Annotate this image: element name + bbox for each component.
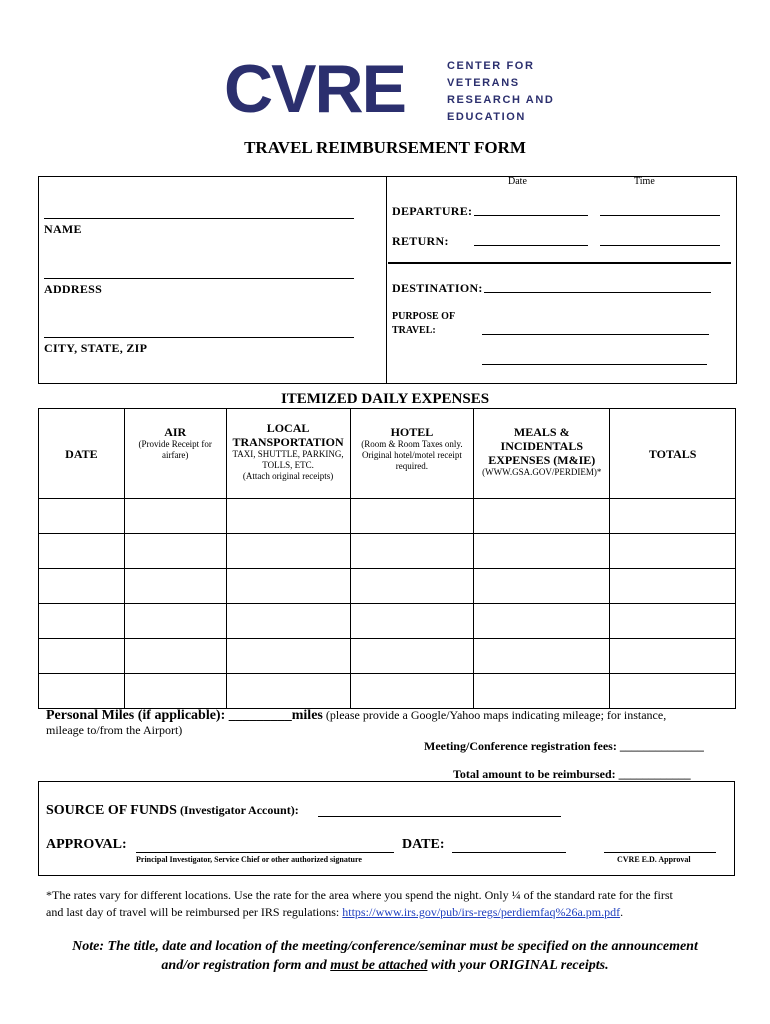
registration-fees: Meeting/Conference registration fees: ______________ <box>424 739 704 753</box>
expenses-title: ITEMIZED DAILY EXPENSES <box>280 391 490 407</box>
local-header: LOCAL <box>266 421 310 435</box>
cvre-logo-wordmark: CVRE <box>224 51 405 127</box>
date-cell[interactable] <box>39 674 125 709</box>
approval-date-input[interactable] <box>452 852 566 853</box>
info-box-divider <box>386 176 387 384</box>
purpose-label-line: TRAVEL: <box>392 325 436 336</box>
local-subheader: (Attach original receipts) <box>242 471 334 481</box>
table-row <box>39 639 736 674</box>
purpose-label-line: PURPOSE OF <box>392 311 456 322</box>
date-cell[interactable] <box>39 639 125 674</box>
totals-cell[interactable] <box>610 604 736 639</box>
hotel-cell[interactable] <box>350 499 474 534</box>
investigator-account-input[interactable] <box>318 816 561 817</box>
meals-cell[interactable] <box>474 569 610 604</box>
footnote-end: . <box>620 905 624 919</box>
source-of-funds-sub: (Investigator Account): <box>176 803 299 817</box>
time-column-label: Time <box>634 176 655 187</box>
logo-line: EDUCATION <box>447 111 526 123</box>
table-row <box>39 674 736 709</box>
date-cell[interactable] <box>39 604 125 639</box>
personal-miles-label: Personal Miles (if applicable): _________miles <box>46 708 323 723</box>
attachment-note <box>0 937 770 975</box>
meals-subheader: (WWW.GSA.GOV/PERDIEM)* <box>482 467 602 477</box>
table-header-row <box>39 409 736 499</box>
personal-miles-note: (please provide a Google/Yahoo maps indicating mileage; for instance, <box>322 708 667 722</box>
destination-label: DESTINATION: <box>392 281 483 295</box>
name-label: NAME <box>44 222 82 236</box>
date-cell[interactable] <box>39 499 125 534</box>
table-row <box>39 534 736 569</box>
purpose-input-line-2[interactable] <box>482 364 707 365</box>
note-emphasis: must be attached <box>330 958 428 973</box>
note-text-end: with your ORIGINAL receipts. <box>427 958 609 973</box>
date-header-cell <box>39 409 125 499</box>
totals-header-cell <box>610 409 736 499</box>
transportation-header: TRANSPORTATION <box>232 435 344 449</box>
local-transportation-header-cell <box>226 409 350 499</box>
date-cell[interactable] <box>39 534 125 569</box>
approval-label: APPROVAL: <box>46 837 127 852</box>
logo-line: RESEARCH AND <box>447 94 555 106</box>
totals-cell[interactable] <box>610 674 736 709</box>
hotel-header: HOTEL <box>390 425 434 439</box>
city-state-zip-label: CITY, STATE, ZIP <box>44 341 148 355</box>
incidentals-header: INCIDENTALS <box>500 439 583 453</box>
footnote-line-2 <box>46 905 623 920</box>
totals-cell[interactable] <box>610 499 736 534</box>
note-line-1: Note: The title, date and location of the meeting/conference/seminar must be specified on the announcement <box>72 939 698 954</box>
right-section-divider <box>388 262 731 264</box>
return-date-input[interactable] <box>474 245 588 246</box>
meals-header-cell <box>474 409 610 499</box>
table-row <box>39 499 736 534</box>
totals-cell[interactable] <box>610 569 736 604</box>
expenses-table <box>38 408 736 709</box>
mie-header: EXPENSES (M&IE) <box>488 453 596 467</box>
totals-cell[interactable] <box>610 639 736 674</box>
hotel-subheader: (Room & Room Taxes only. Original hotel/motel receipt required. <box>361 439 463 471</box>
return-time-input[interactable] <box>600 245 720 246</box>
local-cell[interactable] <box>226 499 350 534</box>
hotel-cell[interactable] <box>350 569 474 604</box>
local-cell[interactable] <box>226 604 350 639</box>
approval-date-label: DATE: <box>402 837 445 852</box>
approval-signature-input[interactable] <box>136 852 394 853</box>
total-reimbursed: Total amount to be reimbursed: ____________ <box>453 767 691 781</box>
date-column-label: Date <box>508 176 527 187</box>
local-cell[interactable] <box>226 639 350 674</box>
hotel-cell[interactable] <box>350 604 474 639</box>
meals-cell[interactable] <box>474 499 610 534</box>
local-subheader: TOLLS, ETC. <box>262 460 314 470</box>
meals-cell[interactable] <box>474 639 610 674</box>
meals-cell[interactable] <box>474 674 610 709</box>
air-header: AIR <box>164 425 187 439</box>
cvre-logo-subtitle <box>447 58 554 126</box>
table-row <box>39 604 736 639</box>
hotel-cell[interactable] <box>350 674 474 709</box>
signer-caption: Principal Investigator, Service Chief or other authorized signature <box>136 855 362 864</box>
form-title: TRAVEL REIMBURSEMENT FORM <box>244 138 526 157</box>
air-cell[interactable] <box>124 499 226 534</box>
purpose-input-line-1[interactable] <box>482 334 709 335</box>
table-row <box>39 569 736 604</box>
ed-approval-caption: CVRE E.D. Approval <box>617 855 691 864</box>
date-header: DATE <box>65 446 98 461</box>
destination-input[interactable] <box>484 292 711 293</box>
totals-cell[interactable] <box>610 534 736 569</box>
personal-miles-line <box>46 706 746 724</box>
logo-line: VETERANS <box>447 77 520 89</box>
air-cell[interactable] <box>124 674 226 709</box>
hotel-cell[interactable] <box>350 639 474 674</box>
footnote-line-1: *The rates vary for different locations. Use the rate for the area where you spend the night. Only ¼ of the standard rate for the first <box>46 888 673 902</box>
local-cell[interactable] <box>226 569 350 604</box>
local-subheader: TAXI, SHUTTLE, PARKING, <box>232 449 344 459</box>
ed-approval-input[interactable] <box>604 852 716 853</box>
air-header-cell <box>124 409 226 499</box>
air-cell[interactable] <box>124 639 226 674</box>
departure-label: DEPARTURE: <box>392 204 473 218</box>
name-input-line[interactable] <box>44 218 354 219</box>
hotel-cell[interactable] <box>350 534 474 569</box>
air-cell[interactable] <box>124 569 226 604</box>
source-of-funds-line <box>46 801 299 819</box>
source-of-funds-label: SOURCE OF FUNDS <box>46 803 177 818</box>
hotel-header-cell <box>350 409 474 499</box>
logo-line: CENTER FOR <box>447 60 535 72</box>
date-cell[interactable] <box>39 569 125 604</box>
return-label: RETURN: <box>392 234 449 248</box>
air-subheader: (Provide Receipt for airfare) <box>138 439 212 460</box>
meals-cell[interactable] <box>474 604 610 639</box>
personal-miles-note-continued: mileage to/from the Airport) <box>46 723 183 737</box>
purpose-label <box>392 310 455 338</box>
local-cell[interactable] <box>226 534 350 569</box>
local-cell[interactable] <box>226 674 350 709</box>
air-cell[interactable] <box>124 534 226 569</box>
note-line-2 <box>0 956 770 975</box>
totals-header: TOTALS <box>648 446 697 461</box>
irs-per-diem-link[interactable]: https://www.irs.gov/pub/irs-regs/perdiemfaq%26a.pm.pdf <box>342 905 621 919</box>
meals-cell[interactable] <box>474 534 610 569</box>
address-label: ADDRESS <box>44 282 103 296</box>
meals-header: MEALS & <box>513 425 570 439</box>
departure-date-input[interactable] <box>474 215 588 216</box>
city-state-zip-input-line[interactable] <box>44 337 354 338</box>
address-input-line[interactable] <box>44 278 354 279</box>
note-text: and/or registration form and <box>161 958 331 973</box>
footnote-text: and last day of travel will be reimbursed per IRS regulations: <box>46 905 343 919</box>
departure-time-input[interactable] <box>600 215 720 216</box>
air-cell[interactable] <box>124 604 226 639</box>
